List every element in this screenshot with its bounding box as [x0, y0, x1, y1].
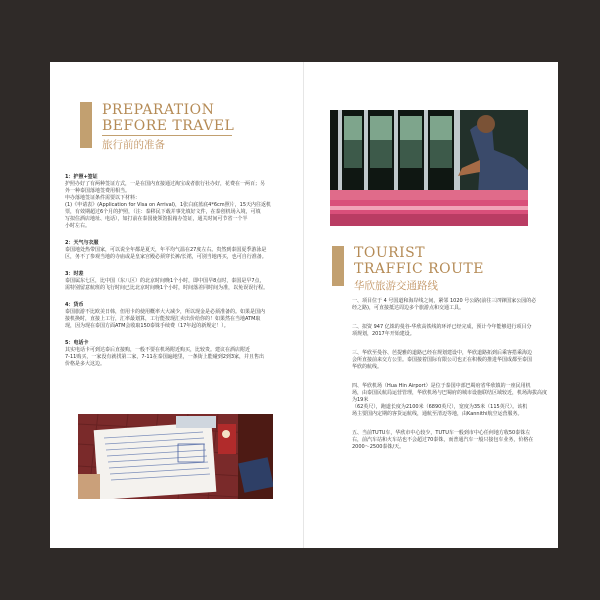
- bus-window-photo: [330, 110, 528, 226]
- heading-en-line2: TRAFFIC ROUTE: [354, 261, 484, 277]
- section-line: 泰国旅游不比欧美日韩，但用卡的使用概率大大减少，所以现金是必须准备的。如果是国内: [65, 309, 266, 315]
- route-line: 场，由泰国民航局运营管理，华欣机场与巴蜀府的城市设施联结区域较近，机场海拔高度为19米: [352, 390, 548, 403]
- right-page: [304, 62, 558, 548]
- section-currency: [65, 302, 293, 330]
- section-line: (1)《申请表》(Application for Visa on Arrival)，1张白底蓝底4*6cm照片，15天内往返机: [65, 202, 272, 208]
- route-line: 一、项目位于 4 号国道和海岸线之间，紧邻 1020 号公路(前往三四锋国家公园的必: [352, 298, 537, 304]
- section-title: 2：天气与衣服: [65, 240, 99, 246]
- traffic-route-body: [352, 298, 550, 451]
- route-paragraph: [352, 350, 550, 371]
- section-title: 5：电话卡: [65, 340, 89, 346]
- section-line: 外一种泰国落地签费用相当。: [65, 188, 131, 194]
- tourist-heading: [332, 246, 552, 302]
- heading-en-line1: TOURIST: [354, 245, 426, 261]
- section-line: 需特别留意航班的飞行时间已比北京时间晚1个小时，时间落差同时间为准，以免误误行程。: [65, 285, 269, 291]
- section-passport: [65, 174, 293, 230]
- route-line: 右，前汽车站和火车站也不会超过70泰铢，而普通汽车一般只接包车业务，价格在: [352, 437, 534, 443]
- preparation-body: [65, 168, 293, 368]
- route-line: 项规划，2017年开始建设。: [352, 331, 415, 337]
- route-paragraph: [352, 324, 550, 338]
- left-page: [50, 62, 303, 548]
- route-line: 四、华欣机场（Hua Hin Airport）是位于泰国中部巴蜀府省华欣镇的一座民用机: [352, 383, 531, 389]
- route-line: 会所直接前来交方公里。泰国接着国际有限公司也正在积极的推进华国成都至泰国: [352, 357, 533, 363]
- section-title: 4：货币: [65, 302, 84, 308]
- route-line: 场主要国内定期的客货运航线，通航至清迈等地，由Kannithi航空运营服务。: [352, 411, 523, 417]
- section-line: 区，务不了参观当地的寺庙或是皇家宫殿必须穿长裤/长裙，可别当地再买，也可自行准备。: [65, 254, 267, 260]
- section-weather: [65, 240, 293, 261]
- section-line: 申办落地签证条件需要以下材料：: [65, 195, 141, 201]
- heading-en-line2: BEFORE TRAVEL: [102, 118, 235, 134]
- route-line: 2000～2500泰铢/天。: [352, 444, 405, 450]
- route-line: （62英尺），跑道长度为2100米（6890英尺），宽度为35米（115英尺）。该机: [352, 404, 528, 410]
- route-line: 经之路)，可直接抵达周边多个旅游点和交通工具。: [352, 305, 464, 311]
- section-line: 票，有效期超过6个月的护照，（注：泰移民下载并事先填好文件，在泰创机场入境，可填: [65, 209, 261, 215]
- section-title: 3：时差: [65, 271, 84, 277]
- heading-accent-bar: [332, 246, 344, 286]
- preparation-heading: [80, 102, 290, 158]
- route-line: 二、拟资 947 亿铢的曼谷-华欣高铁线的环评已经完成，预计今年能够进行项目分: [352, 324, 532, 330]
- section-line: 写拟住酒店地址、电话），如打前在泰国使领馆报箱办签证，通关时间可节省一个半: [65, 216, 248, 222]
- section-line: 接机换时，直接上工行，汇率最划算，工行能按现汇卖出价给你的！如果然在当地ATM取: [65, 316, 261, 322]
- heading-en-line1: PREPARATION: [102, 102, 215, 118]
- section-line: 价格是多大这边。: [65, 361, 106, 367]
- route-paragraph: [352, 430, 550, 451]
- section-line: 其实电话卡可到达泰后直接购，一般不要在机场附近购买，比较贵。建议在酒店附近: [65, 347, 251, 353]
- route-line: 华欣的航线。: [352, 364, 383, 370]
- section-line: 7-11购买，一家没有就找第二家，7-11在泰国遍地里，一条街上能碰到2到3家，并且售出: [65, 354, 265, 360]
- heading-accent-bar: [80, 102, 92, 148]
- section-line: 小时左右。: [65, 223, 91, 229]
- passport-documents-photo: [78, 414, 273, 499]
- route-line: 三、华欣至曼谷、芭提雅的道路已经在规划建设中，华欣道路拓到后乘客搭乘海边: [352, 350, 533, 356]
- heading-rule: [102, 135, 232, 136]
- heading-cn: 华欣旅游交通路线: [354, 280, 438, 292]
- section-phone-card: [65, 340, 293, 368]
- section-line: 现，因为现在泰国方面ATM会收取150泰铢手续费（17年起的新规定！）。: [65, 323, 229, 329]
- route-line: 五、当前TUTU车，华欣市中心较少，TUTU车一般到市中心任何地方收50泰铢左: [352, 430, 531, 436]
- section-line: 泰国属东七区，比中国（东八区）的北京时间晚1个小时，即中国早8点时，泰国是早7点，: [65, 278, 265, 284]
- route-paragraph: [352, 383, 550, 418]
- section-line: 护照办好了有两种签证方式，一是在国内直接通过淘宝或者旅行社办好，花费在一两百；另: [65, 181, 266, 187]
- section-timezone: [65, 271, 293, 292]
- route-paragraph: [352, 298, 550, 312]
- heading-cn: 旅行前的准备: [102, 139, 165, 151]
- section-line: 泰国地处热带国家，可以说全年都是夏天，年平均气温在27度左右。贵然到泰国夏季游泳是: [65, 247, 267, 253]
- section-title: 1：护照+签证: [65, 174, 98, 180]
